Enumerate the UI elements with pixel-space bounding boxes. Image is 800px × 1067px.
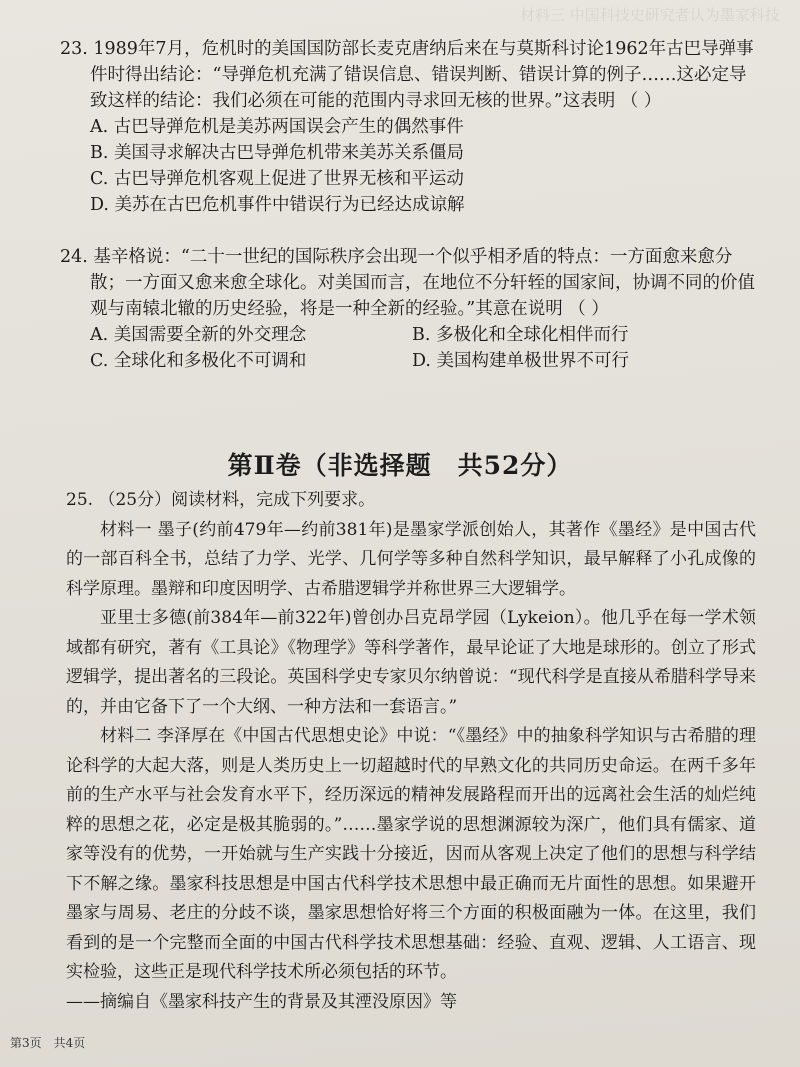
- question-24-option-c: C. 全球化和多极化不可调和: [90, 351, 307, 371]
- material-2-paragraph: 材料二 李泽厚在《中国古代思想史论》中说：“《墨经》中的抽象科学知识与古希腊的理论科学的大起大落，则是人类历史上一切超越时代的早熟文化的共同历史命运。在两千多年前的生产水平与社会发育水平下，经历深远的精神发展路程而开出的远离社会生活的灿烂纯粹的思想之花，必定是极其脆弱的。”……墨家学说的思想渊源较为深广，他们具有儒家、道家等没有的优势，一开始就与生产实践十分接近，因而从客观上决定了他们的思想与科学结下不解之缘。墨家科技思想是中国古代科学技术思想中最正确而无片面性的思想。如果避开墨家与周易、老庄的分歧不谈，墨家思想恰好将三个方面的积极面融为一体。在这里，我们看到的是一个完整而全面的中国古代科学技术思想基础：经验、直观、逻辑、人工语言、现实检验，这些正是现代科学技术所必须包括的环节。: [66, 726, 756, 982]
- question-23-option-b: B. 美国寻求解决古巴导弹危机带来美苏关系僵局: [90, 143, 464, 163]
- question-23: [60, 36, 760, 218]
- question-24-option-d: D. 美国构建单极世界不可行: [412, 351, 630, 371]
- question-23-stem: 23. 1989年7月，危机时的美国国防部长麦克唐纳后来在与莫斯科讨论1962年古巴导弹事件时得出结论：“导弹危机充满了错误信息、错误判断、错误计算的例子……这必定导致这样的结论：我们必须在可能的范围内寻求回无核的世界。”这表明 （ ）: [60, 39, 754, 111]
- question-25-intro: 25. （25分）阅读材料，完成下列要求。: [66, 490, 376, 510]
- question-24-option-a: A. 美国需要全新的外交理念: [90, 325, 307, 345]
- question-24-stem: 24. 基辛格说：“二十一世纪的国际秩序会出现一个似乎相矛盾的特点：一方面愈来愈分散；一方面又愈来愈全球化。对美国而言，在地位不分轩轾的国家间，协调不同的价值观与南辕北辙的历史经验，将是一种全新的经验。”其意在说明 （ ）: [60, 247, 755, 319]
- section-title: 第Ⅱ卷（非选择题 共52分）: [227, 451, 573, 480]
- question-25: [66, 486, 756, 1017]
- question-23-option-d: D. 美苏在古巴危机事件中错误行为已经达成谅解: [90, 195, 465, 215]
- question-24: [60, 244, 760, 374]
- material-1-paragraph-2: 亚里士多德(前384年—前322年)曾创办吕克昂学园（Lykeion）。他几乎在每一学术领域都有研究，著有《工具论》《物理学》等科学著作，最早论证了大地是球形的。创立了形式逻辑学，提出著名的三段论。英国科学史专家贝尔纳曾说：“现代科学是直接从希腊科学导来的，并由它备下了一个大纲、一种方法和一套语言。”: [66, 608, 756, 717]
- question-24-options: [60, 322, 760, 374]
- question-24-option-b: B. 多极化和全球化相伴而行: [412, 325, 629, 345]
- material-1-paragraph-1: 材料一 墨子(约前479年—约前381年)是墨家学派创始人，其著作《墨经》是中国古代的一部百科全书，总结了力学、光学、几何学等多种自然科学知识，最早解释了小孔成像的科学原理。墨辩和印度因明学、古希腊逻辑学并称世界三大逻辑学。: [66, 519, 756, 599]
- bleed-through-text: 材料三 中国科技史研究者认为墨家科技: [520, 6, 780, 24]
- page-footer: 第3页 共4页: [10, 1036, 86, 1050]
- question-23-option-c: C. 古巴导弹危机客观上促进了世界无核和平运动: [90, 169, 464, 189]
- question-23-option-a: A. 古巴导弹危机是美苏两国误会产生的偶然事件: [90, 117, 464, 137]
- source-citation: ——摘编自《墨家科技产生的背景及其湮没原因》等: [66, 991, 457, 1012]
